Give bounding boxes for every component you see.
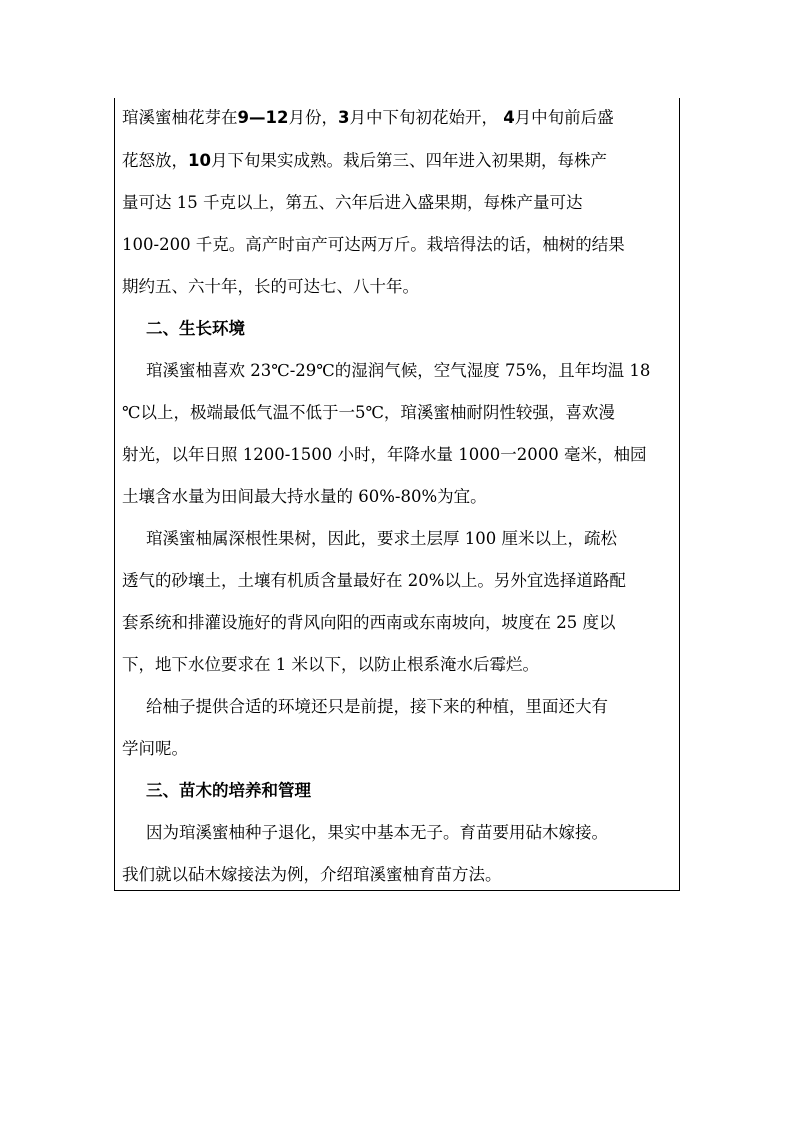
text-segment-bold: 4 [503,108,515,127]
text-line-2 [122,151,607,171]
text-segment-bold: 9—12 [237,108,289,127]
text-line-4: 100-200 千克。高产时亩产可达两万斤。栽培得法的话，柚树的结果 [122,235,625,254]
paragraph-line: 土壤含水量为田间最大持水量的 60%-80%为宜。 [122,487,487,506]
paragraph-line: 我们就以砧木嫁接法为例，介绍琯溪蜜柚育苗方法。 [122,865,502,884]
text-line-3: 量可达 15 千克以上，第五、六年后进入盛果期，每株产量可达 [122,193,583,212]
paragraph-line: 透气的砂壤土，土壤有机质含量最好在 20%以上。另外宜选择道路配 [122,571,626,590]
text-segment-bold: 3 [337,108,350,127]
paragraph-line: 学问呢。 [122,739,188,758]
paragraph-line: 琯溪蜜柚属深根性果树，因此，要求土层厚 100 厘米以上，疏松 [146,529,617,548]
text-segment: 琯溪蜜柚花芽在 [122,108,238,127]
paragraph-line: 因为琯溪蜜柚种子退化，果实中基本无子。育苗要用砧木嫁接。 [146,823,608,842]
paragraph-line: 下，地下水位要求在 1 米以下，以防止根系淹水后霉烂。 [122,655,539,674]
text-segment-bold: 10 [188,151,211,170]
section-heading-3: 三、苗木的培养和管理 [146,781,311,800]
paragraph-line: 给柚子提供合适的环境还只是前提，接下来的种植，里面还大有 [146,697,608,716]
text-segment: 月下旬果实成熟。栽后第三、四年进入初果期，每株产 [210,151,607,170]
text-segment: 月份， [288,108,338,127]
text-segment: 花怒放， [122,151,188,170]
section-heading-2: 二、生长环境 [146,319,245,338]
text-line-5: 期约五、六十年，长的可达七、八十年。 [122,277,419,296]
text-line-1 [122,108,614,128]
paragraph-line: 射光，以年日照 1200-1500 小时，年降水量 1000一2000 毫米，柚园 [122,445,647,464]
text-segment: 月中下旬初花始开， [349,108,498,127]
paragraph-line: 套系统和排灌设施好的背风向阳的西南或东南坡向，坡度在 25 度以 [122,613,616,632]
paragraph-line: ℃以上，极端最低气温不低于一5℃，琯溪蜜柚耐阴性较强，喜欢漫 [122,403,615,422]
text-segment: 月中旬前后盛 [514,108,614,127]
paragraph-line: 琯溪蜜柚喜欢 23℃-29℃的湿润气候，空气湿度 75%，且年均温 18 [146,361,651,380]
